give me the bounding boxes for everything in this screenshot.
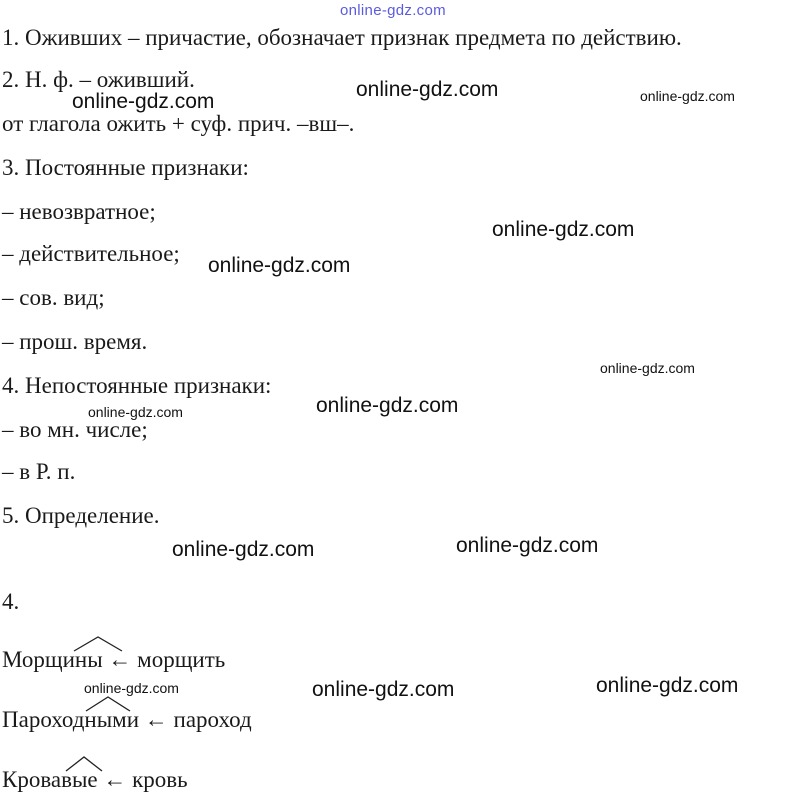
word-formation-3: Кровавые ← кровь: [2, 767, 188, 792]
watermark: online-gdz.com: [84, 680, 179, 696]
text-line-5: – невозвратное;: [2, 199, 156, 224]
watermark: online-gdz.com: [600, 360, 695, 376]
watermark-top: online-gdz.com: [340, 2, 446, 19]
watermark: online-gdz.com: [316, 394, 459, 417]
word-formation-2: Пароходными ← пароход: [2, 707, 252, 732]
text-line-11: – в Р. п.: [2, 459, 76, 484]
text-line-6: – действительное;: [2, 241, 180, 266]
text-line-10: – во мн. числе;: [2, 417, 148, 442]
watermark: online-gdz.com: [88, 404, 183, 420]
text-line-13: 4.: [2, 589, 20, 614]
watermark: online-gdz.com: [596, 674, 739, 697]
watermark: online-gdz.com: [208, 254, 351, 277]
text-line-1: 1. Оживших – причастие, обозначает признак предмета по действию.: [2, 25, 682, 50]
watermark: online-gdz.com: [312, 678, 455, 701]
text-line-4: 3. Постоянные признаки:: [2, 155, 249, 180]
watermark: online-gdz.com: [456, 534, 599, 557]
watermark: online-gdz.com: [356, 78, 499, 101]
text-line-8: – прош. время.: [2, 329, 148, 354]
text-line-2: 2. Н. ф. – оживший.: [2, 67, 195, 92]
text-line-9: 4. Непостоянные признаки:: [2, 373, 272, 398]
text-line-3: от глагола ожить + суф. прич. –вш–.: [2, 111, 355, 136]
text-line-7: – сов. вид;: [2, 285, 105, 310]
watermark: online-gdz.com: [492, 218, 635, 241]
watermark: online-gdz.com: [640, 88, 735, 104]
text-line-12: 5. Определение.: [2, 503, 160, 528]
watermark: online-gdz.com: [72, 90, 215, 113]
word-formation-1: Морщины ← морщить: [2, 647, 226, 672]
watermark: online-gdz.com: [172, 538, 315, 561]
